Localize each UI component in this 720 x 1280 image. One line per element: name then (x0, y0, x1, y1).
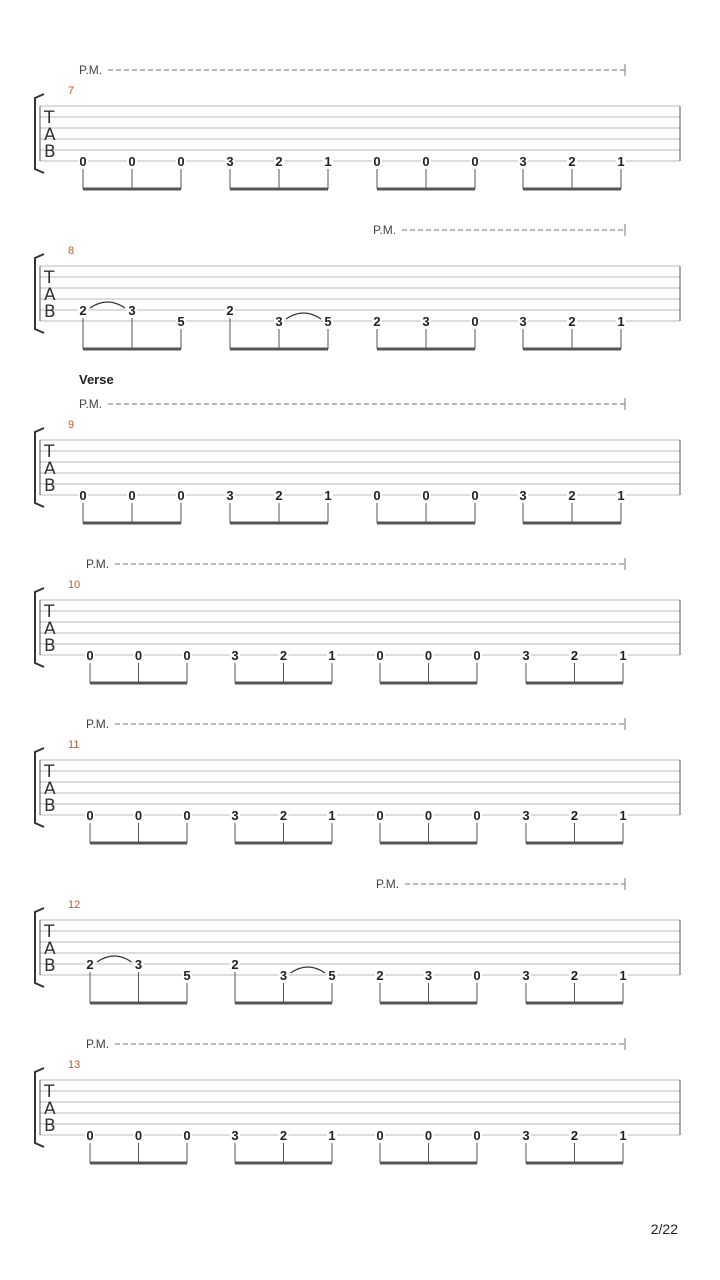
tab-clef-letter: B (44, 796, 56, 816)
fret-number: 3 (231, 1128, 239, 1143)
tab-clef-letter: T (44, 442, 55, 462)
fret-number: 0 (471, 488, 479, 503)
fret-number: 0 (183, 1128, 191, 1143)
fret-number: 3 (519, 314, 527, 329)
fret-number: 0 (471, 154, 479, 169)
fret-number: 3 (519, 154, 527, 169)
fret-number: 2 (570, 808, 579, 823)
fret-number: 3 (231, 808, 239, 823)
fret-number: 3 (522, 648, 530, 663)
slur-arc (291, 967, 326, 973)
fret-number: 1 (617, 314, 625, 329)
measure-number: 13 (68, 1059, 81, 1071)
fret-number: 2 (568, 154, 576, 169)
fret-number: 3 (226, 154, 234, 169)
fret-number: 0 (177, 154, 185, 169)
palm-mute-label: P.M. (86, 557, 110, 571)
slur-arc (97, 956, 132, 962)
fret-number: 3 (519, 488, 527, 503)
measure-number: 9 (68, 419, 75, 431)
tab-clef-letter: A (44, 1099, 56, 1119)
fret-number: 2 (86, 957, 94, 972)
slur-arc (90, 302, 125, 308)
tab-system (35, 1037, 680, 1163)
tab-clef-letter: B (44, 302, 56, 322)
tab-system (35, 63, 680, 189)
palm-mute-label: P.M. (373, 223, 397, 237)
fret-number: 0 (422, 488, 430, 503)
fret-number: 0 (422, 154, 430, 169)
fret-number: 0 (183, 648, 191, 663)
tab-system (35, 223, 680, 349)
fret-number: 3 (422, 314, 430, 329)
fret-number: 0 (473, 648, 481, 663)
tab-clef-letter: B (44, 636, 56, 656)
fret-number: 0 (86, 1128, 94, 1143)
fret-number: 3 (134, 957, 143, 972)
fret-number: 1 (328, 1128, 336, 1143)
fret-number: 0 (424, 808, 433, 823)
measure-number: 8 (68, 245, 75, 257)
fret-number: 1 (619, 648, 627, 663)
fret-number: 2 (570, 968, 579, 983)
fret-number: 2 (275, 488, 283, 503)
tab-system (35, 877, 680, 1003)
tab-clef-letter: T (44, 922, 55, 942)
fret-number: 0 (183, 808, 191, 823)
fret-number: 1 (328, 808, 336, 823)
fret-number: 5 (324, 314, 332, 329)
fret-number: 0 (86, 808, 94, 823)
tab-clef-letter: A (44, 285, 56, 305)
fret-number: 3 (275, 314, 283, 329)
fret-number: 2 (275, 154, 283, 169)
fret-number: 1 (619, 808, 627, 823)
tab-clef-letter: B (44, 1116, 56, 1136)
fret-number: 0 (376, 808, 384, 823)
fret-number: 2 (226, 303, 234, 318)
tab-clef-letter: B (44, 956, 56, 976)
fret-number: 0 (134, 648, 143, 663)
fret-number: 2 (279, 808, 288, 823)
palm-mute-label: P.M. (376, 877, 400, 891)
fret-number: 0 (86, 648, 94, 663)
fret-number: 1 (617, 154, 625, 169)
fret-number: 1 (619, 1128, 627, 1143)
fret-number: 1 (617, 488, 625, 503)
section-label: Verse (79, 372, 114, 387)
tab-clef-letter: T (44, 108, 55, 128)
fret-number: 3 (424, 968, 433, 983)
fret-number: 5 (183, 968, 191, 983)
fret-number: 1 (324, 488, 332, 503)
fret-number: 2 (279, 1128, 288, 1143)
fret-number: 2 (231, 957, 239, 972)
fret-number: 0 (373, 488, 381, 503)
measure-number: 10 (68, 579, 81, 591)
fret-number: 1 (619, 968, 627, 983)
tab-clef-letter: T (44, 1082, 55, 1102)
fret-number: 0 (128, 488, 136, 503)
fret-number: 0 (424, 1128, 433, 1143)
fret-number: 2 (570, 648, 579, 663)
fret-number: 0 (473, 808, 481, 823)
palm-mute-label: P.M. (79, 397, 103, 411)
measure-number: 11 (68, 739, 80, 751)
fret-number: 5 (328, 968, 336, 983)
fret-number: 3 (128, 303, 136, 318)
tab-clef-letter: B (44, 142, 56, 162)
fret-number: 3 (522, 968, 530, 983)
fret-number: 0 (134, 808, 143, 823)
fret-number: 2 (279, 648, 288, 663)
tab-clef-letter: A (44, 125, 56, 145)
fret-number: 3 (522, 808, 530, 823)
fret-number: 3 (279, 968, 288, 983)
fret-number: 0 (471, 314, 479, 329)
measure-number: 7 (68, 85, 75, 97)
tab-clef-letter: T (44, 268, 55, 288)
fret-number: 3 (231, 648, 239, 663)
tab-clef-letter: A (44, 459, 56, 479)
page-number: 2/22 (650, 1221, 678, 1237)
fret-number: 2 (373, 314, 381, 329)
slur-arc (286, 313, 321, 319)
fret-number: 0 (373, 154, 381, 169)
fret-number: 2 (570, 1128, 579, 1143)
palm-mute-label: P.M. (86, 1037, 110, 1051)
fret-number: 0 (128, 154, 136, 169)
fret-number: 2 (568, 488, 576, 503)
palm-mute-label: P.M. (86, 717, 110, 731)
fret-number: 0 (376, 1128, 384, 1143)
tab-clef-letter: A (44, 779, 56, 799)
fret-number: 3 (522, 1128, 530, 1143)
tab-clef-letter: T (44, 762, 55, 782)
fret-number: 1 (328, 648, 336, 663)
fret-number: 3 (226, 488, 234, 503)
fret-number: 2 (376, 968, 384, 983)
tab-system (35, 717, 680, 843)
palm-mute-label: P.M. (79, 63, 103, 77)
tab-system (35, 372, 680, 523)
fret-number: 1 (324, 154, 332, 169)
fret-number: 0 (473, 1128, 481, 1143)
fret-number: 0 (424, 648, 433, 663)
tab-clef-letter: T (44, 602, 55, 622)
fret-number: 0 (79, 488, 87, 503)
fret-number: 0 (376, 648, 384, 663)
fret-number: 0 (177, 488, 185, 503)
fret-number: 5 (177, 314, 185, 329)
tab-clef-letter: B (44, 476, 56, 496)
measure-number: 12 (68, 899, 81, 911)
tab-clef-letter: A (44, 619, 56, 639)
tab-clef-letter: A (44, 939, 56, 959)
fret-number: 0 (473, 968, 481, 983)
fret-number: 0 (134, 1128, 143, 1143)
fret-number: 0 (79, 154, 87, 169)
fret-number: 2 (79, 303, 87, 318)
fret-number: 2 (568, 314, 576, 329)
tab-system (35, 557, 680, 683)
